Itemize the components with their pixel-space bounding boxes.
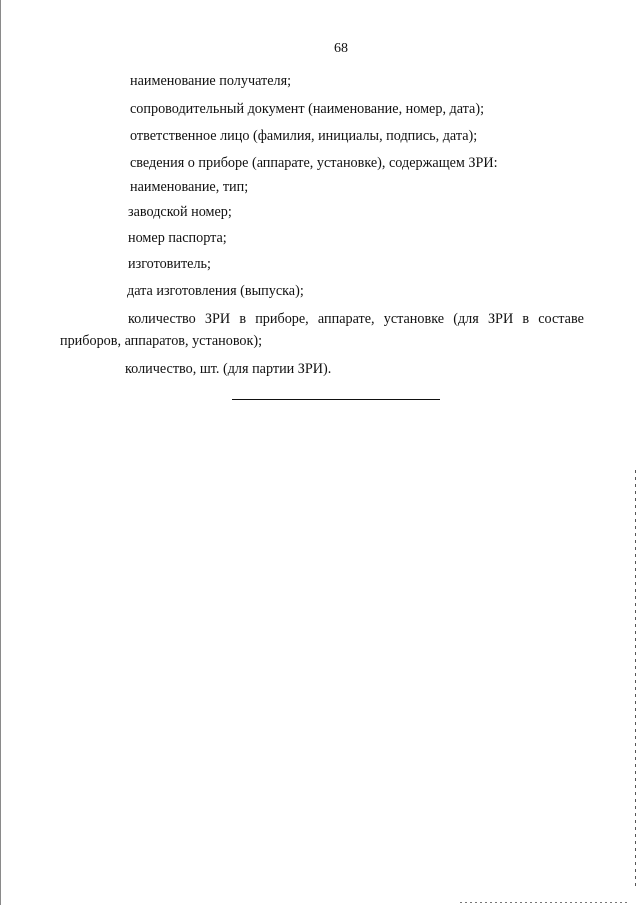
list-item-passport-number: номер паспорта; — [128, 230, 227, 246]
scan-edge-bottom — [460, 902, 630, 903]
word: установке — [383, 311, 445, 327]
word: ЗРИ — [487, 311, 514, 327]
scan-edge-right — [635, 470, 636, 890]
list-item-name-type: наименование, тип; — [130, 179, 249, 195]
list-item-accompanying-document: сопроводительный документ (наименование, номер, дата); — [130, 101, 485, 117]
page-number: 68 — [334, 41, 348, 56]
word: составе — [538, 311, 584, 327]
list-item-responsible-person: ответственное лицо (фамилия, инициалы, подпись, дата); — [130, 128, 478, 144]
word: приборе, — [255, 311, 309, 327]
end-of-text-rule — [232, 399, 440, 400]
word: ЗРИ — [204, 311, 231, 327]
list-item-device-info: сведения о приборе (аппарате, установке), содержащем ЗРИ: — [130, 155, 498, 171]
list-item-recipient-name: наименование получателя; — [130, 73, 292, 89]
list-item-manufacturer: изготовитель; — [128, 256, 211, 272]
word: в — [522, 311, 530, 327]
list-item-manufacture-date: дата изготовления (выпуска); — [127, 283, 304, 299]
word: аппарате, — [317, 311, 375, 327]
word: количество — [128, 311, 196, 327]
list-item-quantity-in-device-line2: приборов, аппаратов, установок); — [60, 333, 263, 349]
word: (для — [453, 311, 479, 327]
list-item-quantity-batch: количество, шт. (для партии ЗРИ). — [125, 361, 332, 377]
list-item-serial-number: заводской номер; — [128, 204, 232, 220]
list-item-quantity-in-device-line1 — [128, 310, 584, 328]
word: в — [239, 311, 247, 327]
scan-edge-left — [0, 0, 1, 905]
